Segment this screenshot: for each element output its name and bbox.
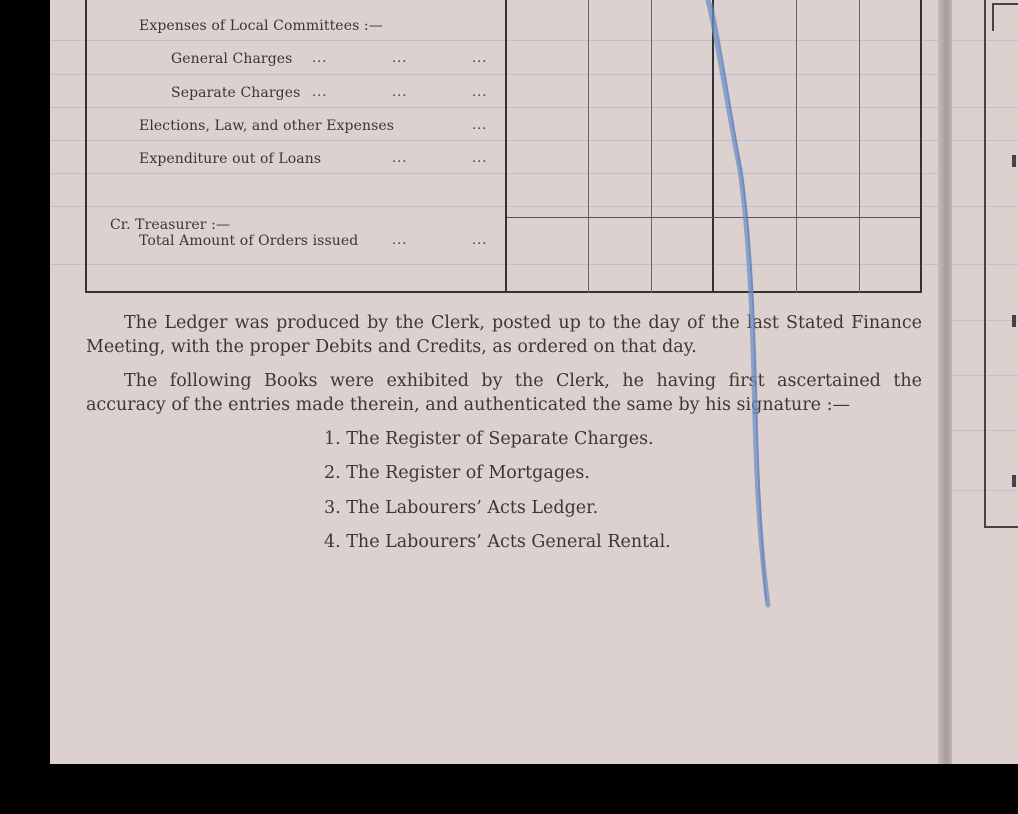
table-column-rule	[651, 0, 652, 293]
table-column-rule	[505, 0, 507, 293]
table-column-rule	[712, 0, 714, 293]
leader-dots: ...	[312, 51, 328, 66]
books-paragraph-text: The following Books were exhibited by the Clerk, he having first ascertained the accuracy of the entries made therein, and authenticated the same by his signature :—	[86, 371, 922, 415]
table-column-rule	[859, 0, 860, 293]
leader-dots: ...	[392, 233, 408, 248]
book-item-mortgages: 2. The Register of Mortgages.	[324, 463, 590, 483]
row-label-local-committees: Expenses of Local Committees :—	[139, 18, 383, 34]
leader-dots: ...	[472, 51, 488, 66]
facing-page	[952, 0, 1018, 764]
ruled-line	[50, 40, 943, 41]
leader-dots: ...	[392, 151, 408, 166]
row-label-general-charges: General Charges	[171, 51, 293, 67]
table-border-right	[920, 0, 922, 293]
row-label-cr-treasurer: Cr. Treasurer :—	[110, 217, 231, 233]
ledger-paragraph-text: The Ledger was produced by the Clerk, posted up to the day of the last Stated Finance Meeting, with the proper Debits and Credits, as ordered on that day.	[86, 313, 922, 357]
facing-table-border	[984, 0, 986, 528]
ledger-page	[50, 0, 943, 764]
ruled-line	[50, 264, 943, 265]
row-label-total-orders: Total Amount of Orders issued	[139, 233, 359, 249]
books-paragraph	[86, 369, 922, 417]
book-item-labourers-rental: 4. The Labourers’ Acts General Rental.	[324, 532, 671, 552]
leader-dots: ...	[392, 51, 408, 66]
row-label-separate-charges: Separate Charges	[171, 85, 301, 101]
leader-dots: ...	[392, 85, 408, 100]
ruled-line	[50, 173, 943, 174]
table-column-rule	[588, 0, 589, 293]
book-item-labourers-ledger: 3. The Labourers’ Acts Ledger.	[324, 498, 599, 518]
leader-dots: ...	[312, 85, 328, 100]
leader-dots: ...	[472, 233, 488, 248]
ruled-line	[50, 140, 943, 141]
row-label-expenditure-loans: Expenditure out of Loans	[139, 151, 322, 167]
ledger-paragraph	[86, 311, 922, 359]
table-column-rule	[796, 0, 797, 293]
ruled-line	[50, 74, 943, 75]
ruled-line	[50, 107, 943, 108]
book-item-separate-charges: 1. The Register of Separate Charges.	[324, 429, 654, 449]
table-subtotal-rule	[507, 217, 920, 218]
leader-dots: ...	[472, 151, 488, 166]
ruled-line	[50, 206, 943, 207]
table-border-left	[85, 0, 87, 293]
book-gutter	[938, 0, 952, 764]
leader-dots: ...	[472, 85, 488, 100]
row-label-elections-law: Elections, Law, and other Expenses	[139, 118, 395, 134]
leader-dots: ...	[472, 118, 488, 133]
facing-table-border	[984, 526, 1018, 528]
